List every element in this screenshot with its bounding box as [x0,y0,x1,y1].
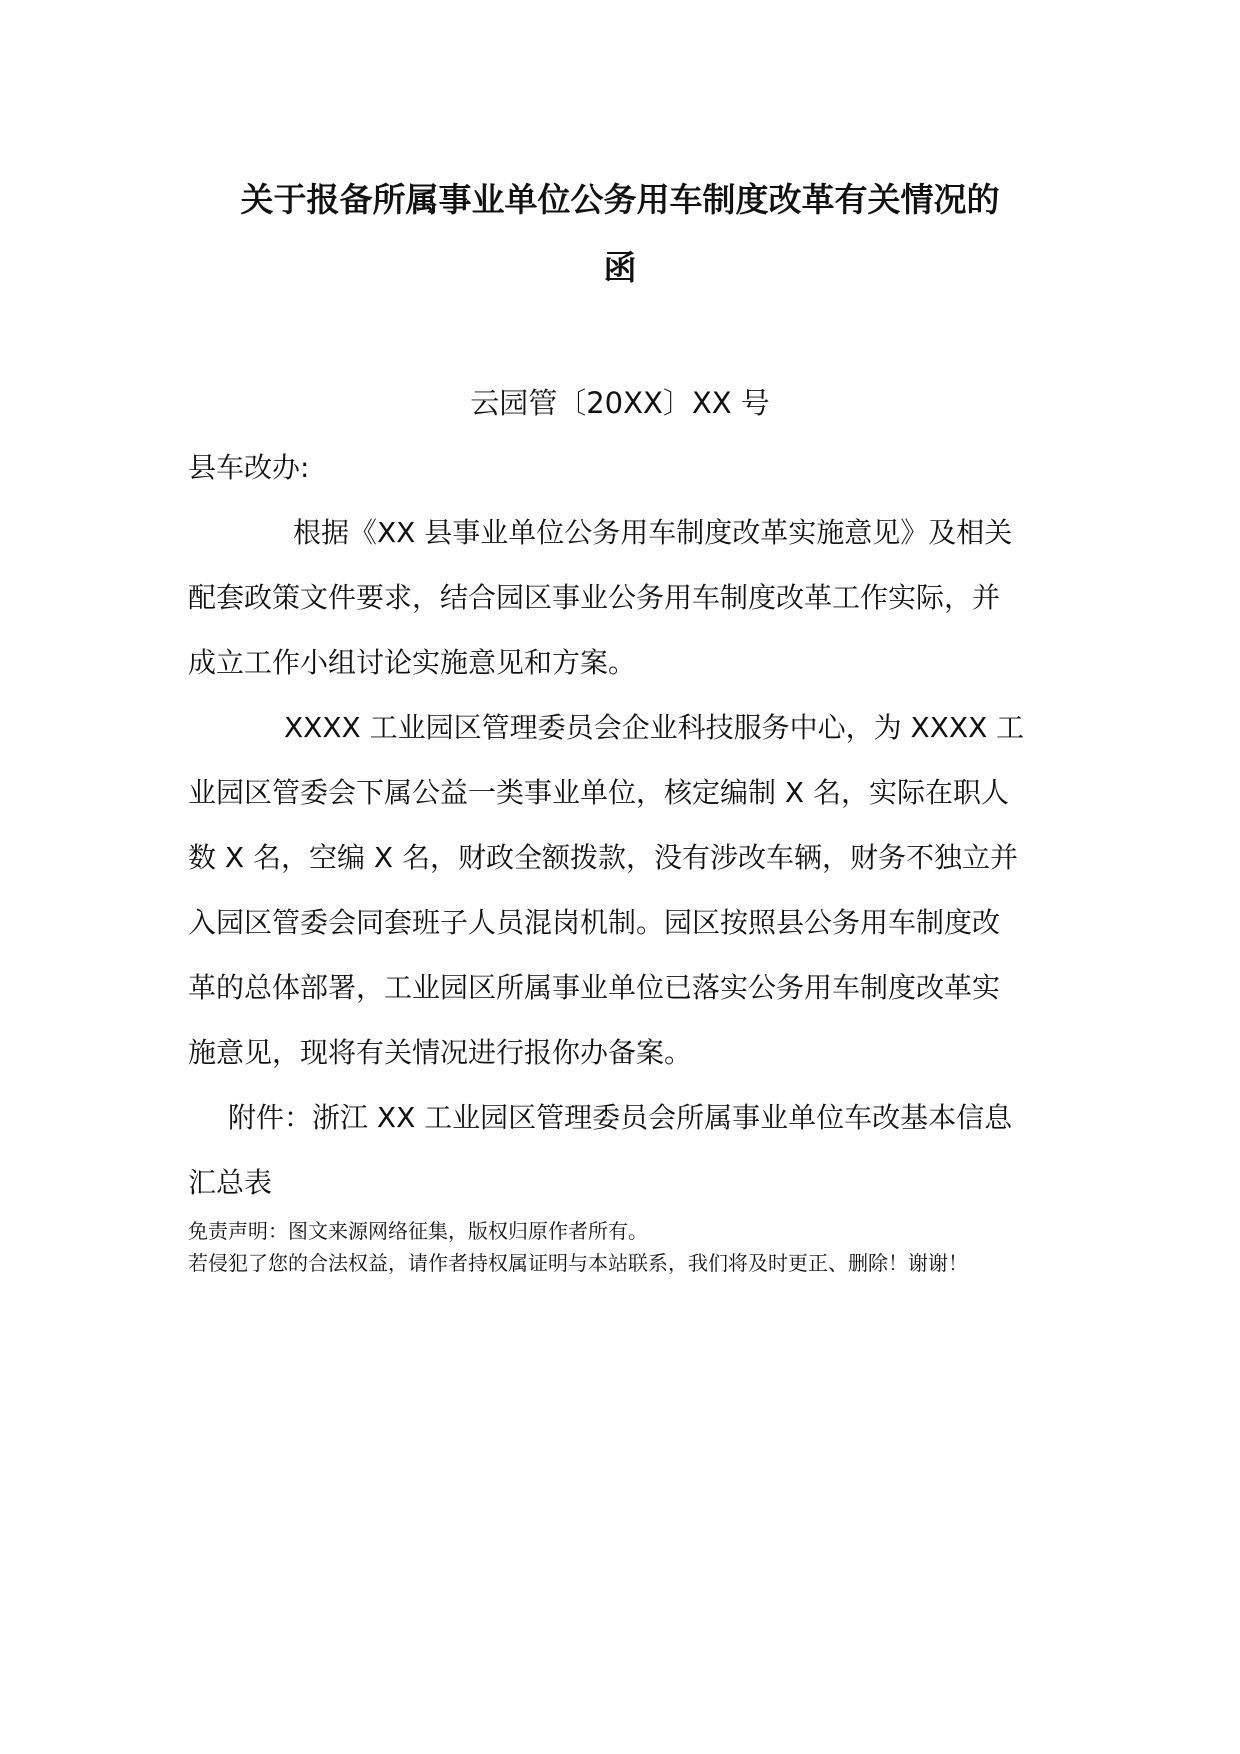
paragraph-2-line-3: 数 X 名，空编 X 名，财政全额拨款，没有涉改车辆，财务不独立并 [188,841,1018,874]
paragraph-2-line-4: 入园区管委会同套班子人员混岗机制。园区按照县公务用车制度改 [188,906,1001,939]
disclaimer-line-2: 若侵犯了您的合法权益，请作者持权属证明与本站联系，我们将及时更正、删除！谢谢！ [188,1251,968,1275]
paragraph-1-line-3: 成立工作小组讨论实施意见和方案。 [188,646,637,679]
paragraph-1-line-1: 根据《XX 县事业单位公务用车制度改革实施意见》及相关 [293,516,1013,549]
paragraph-2-line-1: XXXX 工业园区管理委员会企业科技服务中心，为 XXXX 工 [284,711,1025,744]
attachment-line-2: 汇总表 [188,1166,273,1199]
document-number: 云园管〔20XX〕XX 号 [470,386,770,420]
attachment-line-1: 附件：浙江 XX 工业园区管理委员会所属事业单位车改基本信息 [228,1101,1013,1134]
document-title-line-1: 关于报备所属事业单位公务用车制度改革有关情况的 [240,180,1000,219]
disclaimer-line-1: 免责声明：图文来源网络征集，版权归原作者所有。 [188,1219,648,1243]
paragraph-2-line-6: 施意见，现将有关情况进行报你办备案。 [188,1036,693,1069]
paragraph-2-line-5: 革的总体部署，工业园区所属事业单位已落实公务用车制度改革实 [188,971,1001,1004]
paragraph-1-line-2: 配套政策文件要求，结合园区事业公务用车制度改革工作实际，并 [188,581,1001,614]
salutation: 县车改办: [188,451,310,484]
paragraph-2-line-2: 业园区管委会下属公益一类事业单位，核定编制 X 名，实际在职人 [188,776,1009,809]
document-title-line-2: 函 [603,248,637,287]
